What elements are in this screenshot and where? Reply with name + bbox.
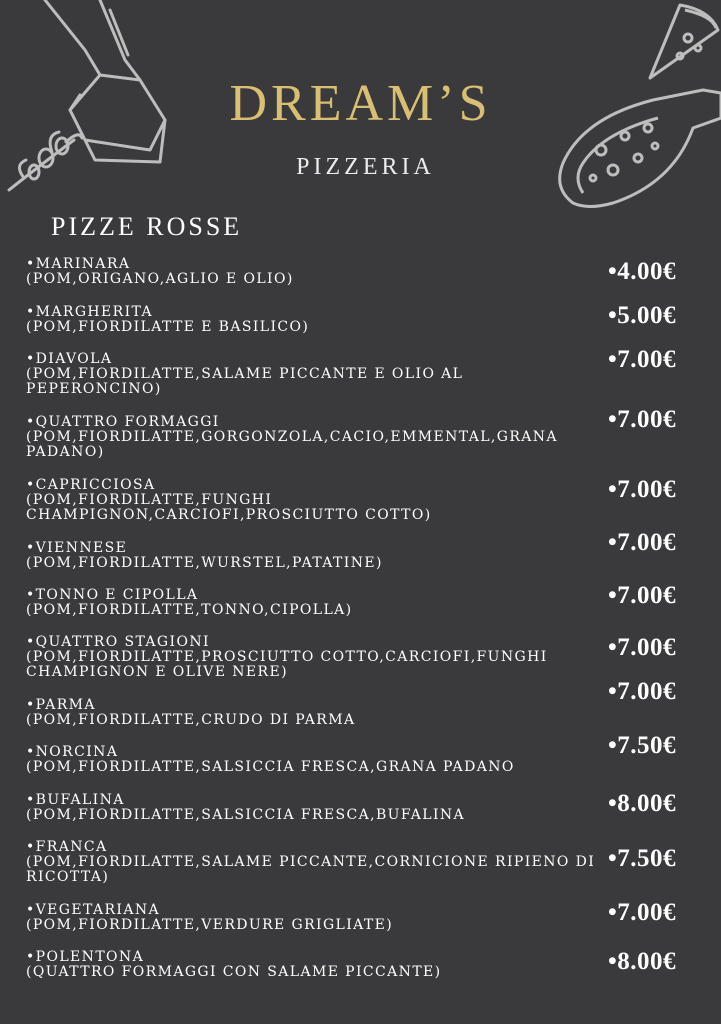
item-description: (POM,FIORDILATTE,PROSCIUTTO COTTO,CARCIOFI,FUNGHI CHAMPIGNON E OLIVE NERE): [26, 649, 548, 680]
page-subtitle: PIZZERIA: [296, 154, 435, 180]
item-description: (POM,FIORDILATTE E BASILICO): [26, 319, 310, 335]
item-description: (POM,FIORDILATTE,SALSICCIA FRESCA,GRANA PADANO: [26, 759, 515, 775]
menu-item: [26, 903, 596, 933]
item-description: (POM,FIORDILATTE,VERDURE GRIGLIATE): [26, 917, 394, 933]
item-name: •VEGETARIANA: [26, 902, 161, 918]
item-price: •7.00€: [607, 634, 676, 661]
item-price: •4.00€: [607, 258, 676, 285]
item-name: •NORCINA: [26, 744, 119, 760]
item-name: •QUATTRO STAGIONI: [26, 634, 210, 650]
item-name: •BUFALINA: [26, 792, 125, 808]
menu-item: [26, 635, 596, 680]
item-price: •7.00€: [607, 529, 676, 556]
item-name: •MARINARA: [26, 256, 131, 272]
item-price: •5.00€: [607, 302, 676, 329]
item-name: •DIAVOLA: [26, 351, 113, 367]
item-description: (QUATTRO FORMAGGI CON SALAME PICCANTE): [26, 964, 442, 980]
menu-item: [26, 793, 596, 823]
page-title: DREAM’S: [229, 75, 492, 132]
item-name: •CAPRICCIOSA: [26, 477, 156, 493]
item-name: •TONNO E CIPOLLA: [26, 587, 199, 603]
menu-item: [26, 352, 596, 397]
menu-item: [26, 840, 596, 885]
item-description: (POM,FIORDILATTE,SALAME PICCANTE E OLIO AL PEPERONCINO): [26, 366, 464, 397]
item-description: (POM,FIORDILATTE,GORGONZOLA,CACIO,EMMENTAL,GRANA PADANO): [26, 429, 558, 460]
menu-item: [26, 541, 596, 571]
item-name: •PARMA: [26, 697, 96, 713]
pizza-slice-icon: [640, 0, 721, 85]
menu-item: [26, 478, 596, 523]
menu-item: [26, 305, 596, 335]
item-price: •8.00€: [607, 790, 676, 817]
item-name: •QUATTRO FORMAGGI: [26, 414, 220, 430]
item-price: •7.50€: [607, 732, 676, 759]
item-name: •POLENTONA: [26, 949, 145, 965]
menu-item: [26, 745, 596, 775]
item-description: (POM,FIORDILATTE,CRUDO DI PARMA: [26, 712, 356, 728]
item-name: •VIENNESE: [26, 540, 128, 556]
item-description: (POM,FIORDILATTE,FUNGHI CHAMPIGNON,CARCIOFI,PROSCIUTTO COTTO): [26, 492, 432, 523]
item-price: •7.00€: [607, 346, 676, 373]
item-description: (POM,ORIGANO,AGLIO E OLIO): [26, 271, 294, 287]
menu-item: [26, 257, 596, 287]
item-price: •7.00€: [607, 899, 676, 926]
item-price: •7.00€: [607, 476, 676, 503]
item-price: •7.50€: [607, 845, 676, 872]
item-name: •MARGHERITA: [26, 304, 154, 320]
item-price: •7.00€: [607, 582, 676, 609]
section-title: PIZZE ROSSE: [51, 212, 243, 241]
menu-item: [26, 588, 596, 618]
menu-item: [26, 950, 596, 980]
item-name: •FRANCA: [26, 839, 108, 855]
menu-item: [26, 698, 596, 728]
item-description: (POM,FIORDILATTE,SALAME PICCANTE,CORNICIONE RIPIENO DI RICOTTA): [26, 854, 596, 885]
item-description: (POM,FIORDILATTE,WURSTEL,PATATINE): [26, 555, 383, 571]
item-price: •7.00€: [607, 406, 676, 433]
item-description: (POM,FIORDILATTE,SALSICCIA FRESCA,BUFALINA: [26, 807, 466, 823]
item-price: •8.00€: [607, 948, 676, 975]
item-description: (POM,FIORDILATTE,TONNO,CIPOLLA): [26, 602, 353, 618]
item-price: •7.00€: [607, 678, 676, 705]
menu-item: [26, 415, 596, 460]
